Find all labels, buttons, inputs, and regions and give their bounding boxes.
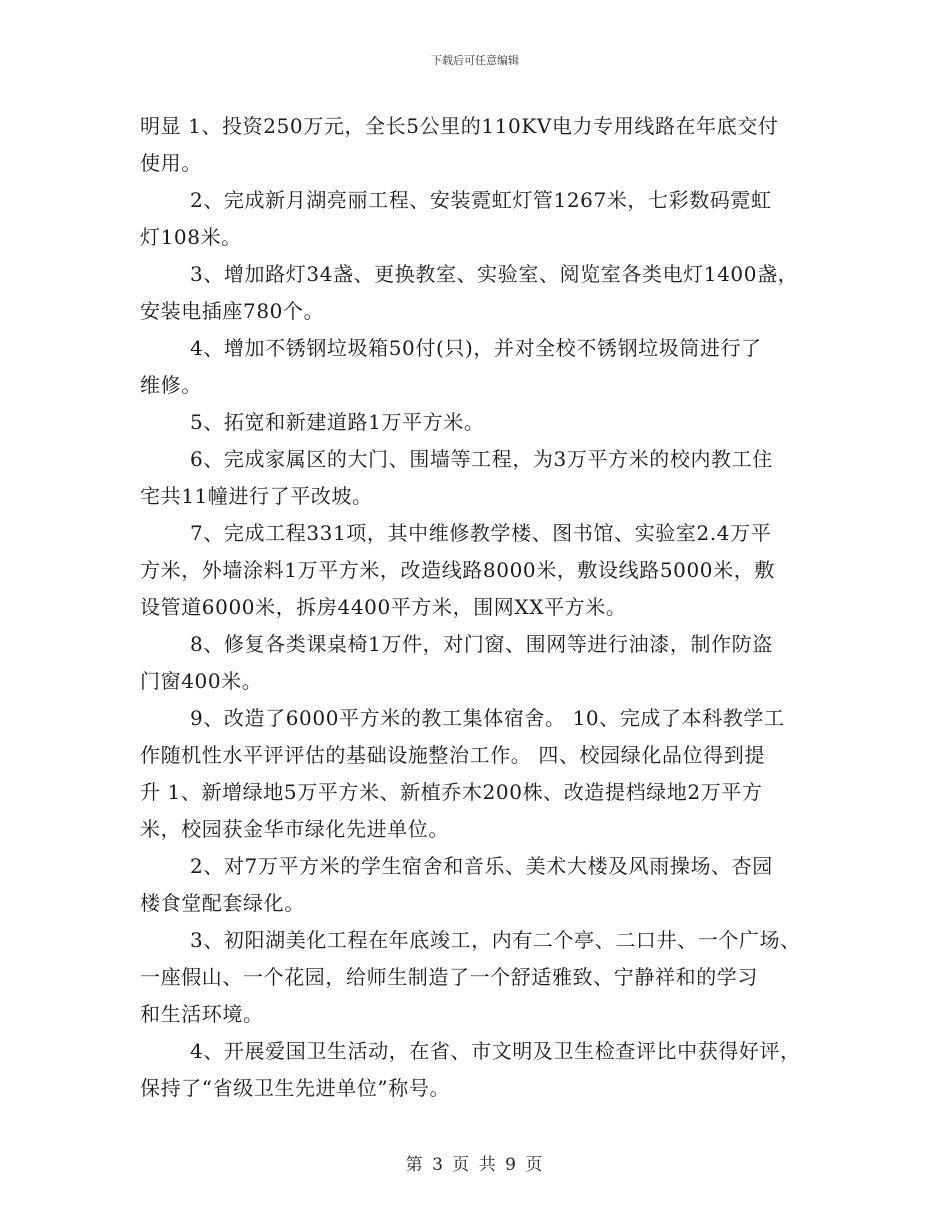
text-line: 3、增加路灯34盏、更换教室、实验室、阅览室各类电灯1400盏， <box>190 262 799 286</box>
text-line: 升 1、新增绿地5万平方米、新植乔木200株、改造提档绿地2万平方 <box>140 780 763 804</box>
text-line: 4、开展爱国卫生活动，在省、市文明及卫生检查评比中获得好评， <box>190 1039 801 1063</box>
text-line: 宅共11幢进行了平改坡。 <box>140 484 373 508</box>
text-line: 安装电插座780个。 <box>140 299 325 323</box>
document-body <box>140 108 830 1107</box>
text-line: 7、完成工程331项，其中维修教学楼、图书馆、实验室2.4万平 <box>190 521 772 545</box>
text-line: 维修。 <box>140 373 202 397</box>
text-line: 4、增加不锈钢垃圾箱50付(只)，并对全校不锈钢垃圾筒进行了 <box>190 336 762 360</box>
text-line: 使用。 <box>140 151 202 175</box>
text-line: 一座假山、一个花园，给师生制造了一个舒适雅致、宁静祥和的学习 <box>140 965 758 989</box>
text-line: 灯108米。 <box>140 225 242 249</box>
page-header: 下载后可任意编辑 <box>431 54 519 67</box>
text-line: 2、对7万平方米的学生宿舍和音乐、美术大楼及风雨操场、杏园 <box>190 854 773 878</box>
text-line: 明显 1、投资250万元，全长5公里的110KV电力专用线路在年底交付 <box>140 114 779 138</box>
text-line: 作随机性水平评评估的基础设施整治工作。 四、校园绿化品位得到提 <box>140 743 765 767</box>
page-number: 第 3 页 共 9 页 <box>405 1155 545 1175</box>
text-line: 5、拓宽和新建道路1万平方米。 <box>190 410 485 434</box>
text-line: 楼食堂配套绿化。 <box>140 891 305 915</box>
text-line: 8、修复各类课桌椅1万件，对门窗、围网等进行油漆，制作防盗 <box>190 632 773 656</box>
text-line: 9、改造了6000平方米的教工集体宿舍。 10、完成了本科教学工 <box>190 706 785 730</box>
text-line: 门窗400米。 <box>140 669 263 693</box>
text-line: 2、完成新月湖亮丽工程、安装霓虹灯管1267米，七彩数码霓虹 <box>190 188 772 212</box>
text-line: 米，校园获金华市绿化先进单位。 <box>140 817 449 841</box>
text-line: 设管道6000米，拆房4400平方米，围网XX平方米。 <box>140 595 627 619</box>
text-line: 和生活环境。 <box>140 1002 264 1026</box>
text-line: 方米，外墙涂料1万平方米，改造线路8000米，敷设线路5000米，敷 <box>140 558 775 582</box>
text-line: 3、初阳湖美化工程在年底竣工，内有二个亭、二口井、一个广场、 <box>190 928 801 952</box>
text-line: 6、完成家属区的大门、围墙等工程，为3万平方米的校内教工住 <box>190 447 773 471</box>
text-line: 保持了“省级卫生先进单位”称号。 <box>140 1076 451 1100</box>
